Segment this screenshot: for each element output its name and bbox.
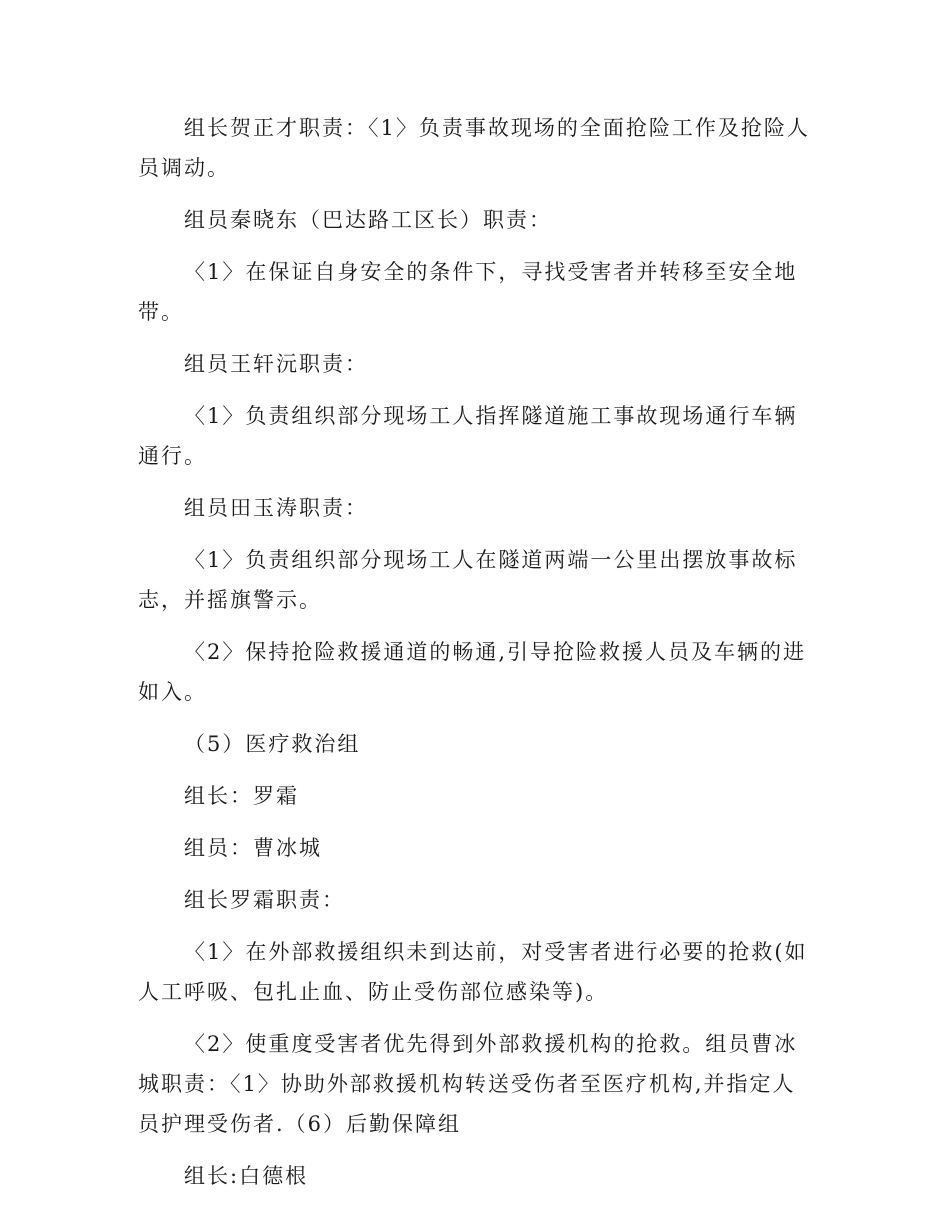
paragraph: 组员王轩沅职责： [184, 352, 368, 376]
paragraph: 组员田玉涛职责： [184, 496, 368, 520]
document-body [138, 108, 810, 1208]
paragraph: 〈1〉在外部救援组织未到达前，对受害者进行必要的抢救(如人工呼吸、包扎止血、防止受伤部位感染等)。 [138, 940, 808, 1004]
paragraph: 〈1〉在保证自身安全的条件下，寻找受害者并转移至安全地带。 [138, 260, 798, 324]
paragraph: 组长贺正才职责：〈1〉负责事故现场的全面抢险工作及抢险人员调动。 [138, 116, 810, 180]
paragraph: 〈1〉负责组织部分现场工人在隧道两端一公里出摆放事故标志，并摇旗警示。 [138, 548, 798, 612]
paragraph: 〈2〉使重度受害者优先得到外部救援机构的抢救。组员曹冰城职责：〈1〉协助外部救援机构转送受伤者至医疗机构,并指定人员护理受伤者.（6）后勤保障组 [138, 1032, 798, 1136]
paragraph: 组员秦晓东（巴达路工区长）职责： [184, 208, 552, 232]
paragraph: 〈2〉保持抢险救援通道的畅通,引导抢险救援人员及车辆的进如入。 [138, 640, 807, 704]
paragraph: 组长罗霜职责： [184, 888, 345, 912]
paragraph: 组员：曹冰城 [184, 836, 322, 860]
paragraph: 〈1〉负责组织部分现场工人指挥隧道施工事故现场通行车辆通行。 [138, 404, 798, 468]
paragraph: 组长：罗霜 [184, 784, 299, 808]
section-heading: （5）医疗救治组 [184, 732, 361, 756]
paragraph: 组长:白德根 [184, 1164, 309, 1188]
